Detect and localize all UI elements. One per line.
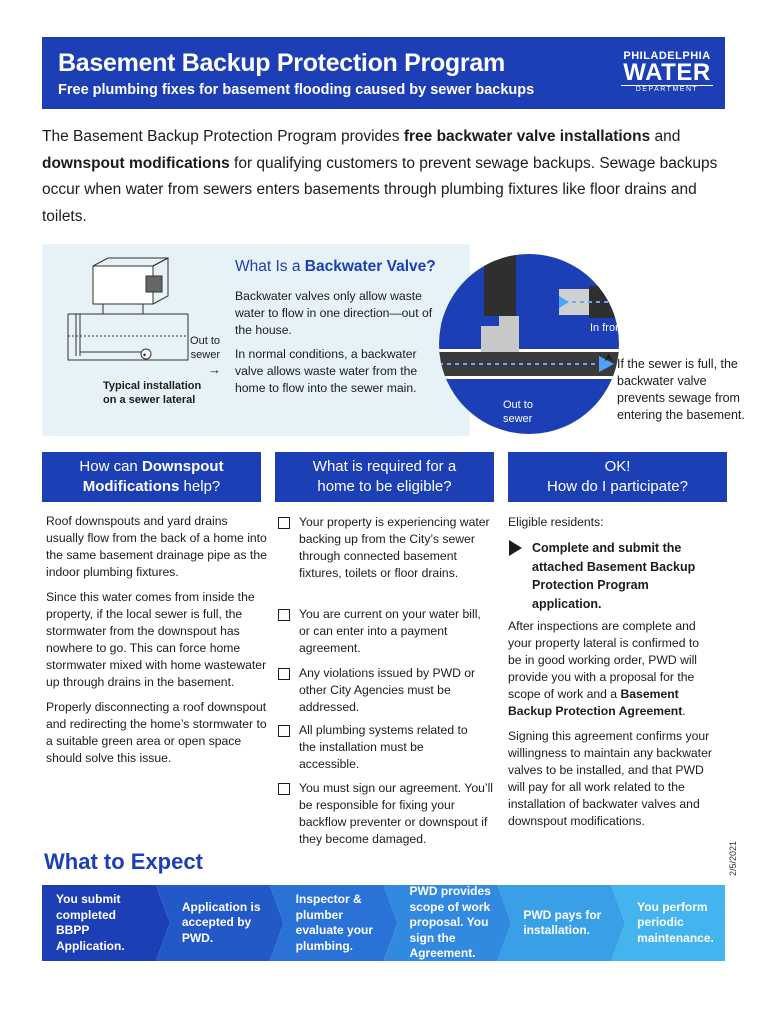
participate-p1-post: .	[682, 704, 686, 718]
checkbox	[278, 668, 290, 680]
house-illustration	[58, 256, 198, 376]
eligible-item: You must sign our agreement. You’ll be responsible for fixing your backflow preventer or downspout if they become damaged.	[299, 781, 493, 846]
eligible-item: You are current on your water bill, or can enter into a payment agreement.	[299, 607, 481, 655]
logo-line1: PHILADELPHIA	[623, 50, 711, 62]
participate-p1-pre: After inspections are complete and your property lateral is confirmed to be in good working order, PWD will provide you with a proposal for the scope of work and a	[508, 619, 700, 701]
intro-paragraph	[42, 124, 732, 230]
participate-p1	[508, 618, 713, 720]
downspout-heading	[42, 452, 261, 502]
checkbox	[278, 783, 290, 795]
in-from-sewer-label: In from sewer	[590, 322, 657, 334]
step-text: Inspector & plumber evaluate your plumbing.	[295, 892, 374, 953]
downspout-p3: Properly disconnecting a roof downspout and redirecting the home’s stormwater to a suitable green area or open space should solve this issue.	[46, 700, 267, 765]
downspout-heading-pre: How can	[79, 458, 142, 475]
intro-text-1: The Basement Backup Protection Program provides	[42, 128, 404, 145]
page-subtitle: Free plumbing fixes for basement flooding caused by sewer backups	[58, 82, 535, 98]
arrow-up-icon: ⮝	[604, 352, 614, 364]
out-to-sewer-illus-label: Out to sewer	[190, 335, 220, 361]
participate-p2: Signing this agreement confirms your willingness to maintain any backwater valves to be installed, and that PWD will pay for all work related to the installation of backwater valves and downspout modifications.	[508, 729, 712, 828]
typical-installation-label: Typical installation on a sewer lateral	[103, 380, 202, 406]
step-text: PWD pays for installation.	[523, 907, 602, 937]
downspout-p1: Roof downspouts and yard drains usually flow from the back of a home into the same basement drainage pipe as the indoor plumbing fixtures.	[46, 514, 267, 579]
eligible-item: Your property is experiencing water backing up from the City’s sewer through connected basement fixtures, toilets or floor drains.	[299, 515, 490, 580]
logo-line2: WATER	[623, 59, 711, 86]
participate-p1-bold: Basement Backup Protection Agreement	[508, 687, 683, 718]
backwater-title	[235, 258, 436, 276]
participate-heading-1: OK!	[604, 458, 631, 475]
downspout-column	[46, 513, 268, 775]
backwater-title-pre: What Is a	[235, 258, 305, 275]
eligible-item: All plumbing systems related to the installation must be accessible.	[299, 723, 468, 771]
page-title: Basement Backup Protection Program	[58, 49, 505, 77]
downspout-p2: Since this water comes from inside the property, if the local sewer is full, the stormwater from the downspout has nowhere to go. This can force home stormwater mixed with home wastewater up through drains in the basement.	[46, 590, 267, 689]
what-to-expect-title: What to Expect	[44, 849, 203, 874]
participate-heading-2: How do I participate?	[547, 478, 688, 495]
step-text: You submit completed BBPP Application.	[56, 892, 125, 953]
eligible-residents-label: Eligible residents:	[508, 515, 604, 529]
checkbox	[278, 725, 290, 737]
intro-bold-2: downspout modifications	[42, 154, 230, 172]
pwd-logo	[621, 50, 713, 93]
svg-text:✶: ✶	[142, 352, 148, 359]
intro-text-3: for qualifying customers to prevent sewage backups. Sewage backups occur when water from sewers enters basements through plumbing fixtures like floor drains and toilets.	[42, 154, 718, 225]
eligible-heading: What is required for a home to be eligible?	[275, 452, 494, 502]
participate-heading	[508, 452, 727, 502]
intro-text-2: and	[650, 128, 681, 145]
date-stamp: 2/5/2021	[728, 840, 738, 876]
checkbox	[278, 609, 290, 621]
sewer-full-text: If the sewer is full, the backwater valve prevents sewage from entering the basement.	[617, 357, 745, 422]
arrow-right-icon: →	[208, 362, 221, 377]
eligible-item: Any violations issued by PWD or other City Agencies must be addressed.	[299, 666, 476, 714]
step-text: Application is accepted by PWD.	[181, 899, 261, 945]
backwater-p2: In normal conditions, a backwater valve allows waste water from the home to flow into the sewer main.	[235, 347, 418, 395]
out-to-sewer-circle-label: Out to sewer	[503, 399, 533, 425]
downspout-heading-bold: Downspout Modifications	[82, 458, 224, 495]
downspout-heading-post: help?	[179, 478, 221, 495]
intro-bold-1: free backwater valve installations	[403, 128, 651, 145]
steps-chevrons	[42, 885, 725, 961]
participate-action: Complete and submit the attached Basement Backup Protection Program application.	[532, 541, 696, 611]
logo-line3: DEPARTMENT	[621, 85, 713, 93]
step-text: You perform periodic maintenance.	[637, 899, 714, 945]
backwater-title-bold: Backwater Valve?	[304, 258, 436, 275]
play-arrow-icon	[509, 540, 522, 556]
checkbox	[278, 517, 290, 529]
header-banner	[42, 37, 725, 109]
step-text: PWD provides scope of work proposal. You sign the Agreement.	[409, 884, 491, 961]
backwater-p1: Backwater valves only allow waste water to flow in one direction—out of the house.	[235, 289, 433, 337]
